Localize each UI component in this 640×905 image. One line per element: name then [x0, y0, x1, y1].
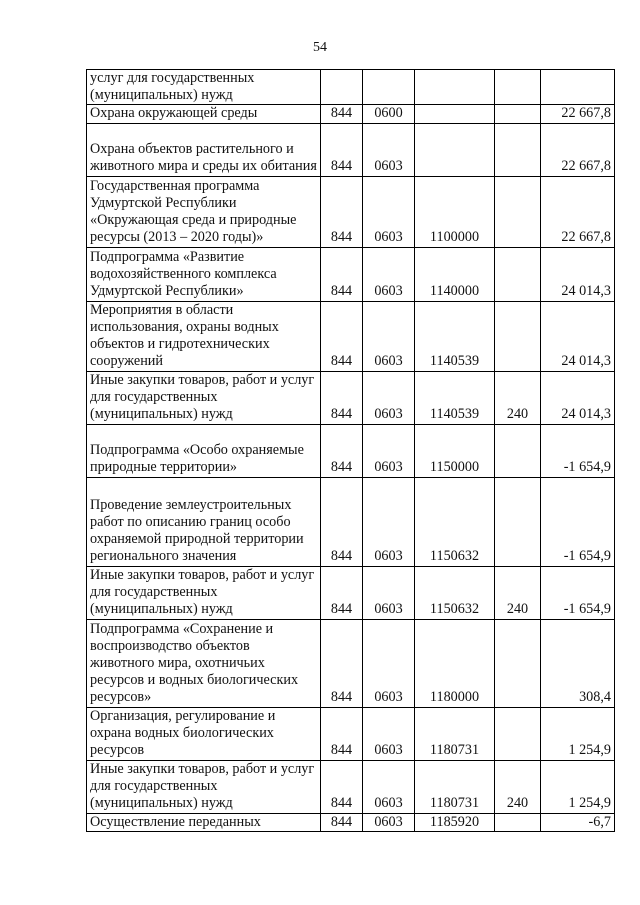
section-code: 0603	[363, 813, 415, 831]
table-row	[87, 477, 615, 566]
ministry-code: 844	[321, 371, 363, 424]
section-code: 0603	[363, 176, 415, 247]
table-row	[87, 371, 615, 424]
amount: 22 667,8	[541, 176, 615, 247]
amount: 1 254,9	[541, 707, 615, 760]
target-code: 1150632	[415, 566, 495, 619]
table-row	[87, 176, 615, 247]
ministry-code: 844	[321, 707, 363, 760]
amount: 1 254,9	[541, 760, 615, 813]
amount: 24 014,3	[541, 371, 615, 424]
expense-name: Подпрограмма «Развитие водохозяйственного комплекса Удмуртской Республики»	[87, 247, 321, 301]
section-code: 0600	[363, 105, 415, 123]
expense-name: Подпрограмма «Особо охраняемые природные территории»	[87, 424, 321, 477]
expense-name: услуг для государственных (муниципальных) нужд	[87, 70, 321, 105]
section-code: 0603	[363, 707, 415, 760]
section-code: 0603	[363, 123, 415, 176]
expense-name: Мероприятия в области использования, охраны водных объектов и гидротехнических сооружений	[87, 301, 321, 371]
target-code: 1185920	[415, 813, 495, 831]
ministry-code: 844	[321, 566, 363, 619]
ministry-code: 844	[321, 301, 363, 371]
expense-name: Охрана окружающей среды	[87, 105, 321, 123]
ministry-code: 844	[321, 813, 363, 831]
section-code: 0603	[363, 247, 415, 301]
amount	[541, 70, 615, 105]
table-row	[87, 123, 615, 176]
target-code: 1180731	[415, 760, 495, 813]
expense-name: Государственная программа Удмуртской Республики «Окружающая среда и природные ресурсы (2013 – 2020 годы)»	[87, 176, 321, 247]
expense-kind-code	[495, 424, 541, 477]
ministry-code: 844	[321, 247, 363, 301]
expense-kind-code: 240	[495, 566, 541, 619]
amount: -1 654,9	[541, 424, 615, 477]
ministry-code: 844	[321, 105, 363, 123]
table-row	[87, 813, 615, 831]
section-code: 0603	[363, 371, 415, 424]
target-code: 1100000	[415, 176, 495, 247]
table-row	[87, 760, 615, 813]
ministry-code	[321, 70, 363, 105]
expense-name: Организация, регулирование и охрана водных биологических ресурсов	[87, 707, 321, 760]
amount: 24 014,3	[541, 301, 615, 371]
amount: 308,4	[541, 619, 615, 707]
expense-kind-code	[495, 707, 541, 760]
ministry-code: 844	[321, 760, 363, 813]
page-number: 54	[313, 40, 327, 55]
table-row	[87, 424, 615, 477]
section-code: 0603	[363, 301, 415, 371]
expense-kind-code	[495, 247, 541, 301]
expense-kind-code	[495, 301, 541, 371]
target-code: 1180000	[415, 619, 495, 707]
expense-kind-code	[495, 123, 541, 176]
expense-name: Подпрограмма «Сохранение и воспроизводство объектов животного мира, охотничьих ресурсов и водных биологических ресурсов»	[87, 619, 321, 707]
ministry-code: 844	[321, 477, 363, 566]
budget-table	[86, 69, 615, 832]
expense-name: Иные закупки товаров, работ и услуг для государственных (муниципальных) нужд	[87, 760, 321, 813]
section-code: 0603	[363, 424, 415, 477]
amount: -1 654,9	[541, 566, 615, 619]
expense-kind-code	[495, 619, 541, 707]
target-code	[415, 123, 495, 176]
expense-kind-code: 240	[495, 371, 541, 424]
table-row	[87, 619, 615, 707]
amount: 24 014,3	[541, 247, 615, 301]
section-code: 0603	[363, 760, 415, 813]
expense-name: Осуществление переданных	[87, 813, 321, 831]
expense-kind-code	[495, 70, 541, 105]
table-row	[87, 247, 615, 301]
target-code: 1140000	[415, 247, 495, 301]
ministry-code: 844	[321, 176, 363, 247]
section-code: 0603	[363, 566, 415, 619]
table-row	[87, 301, 615, 371]
expense-name: Иные закупки товаров, работ и услуг для государственных (муниципальных) нужд	[87, 371, 321, 424]
target-code	[415, 105, 495, 123]
table-row	[87, 707, 615, 760]
expense-kind-code	[495, 105, 541, 123]
section-code: 0603	[363, 477, 415, 566]
target-code: 1140539	[415, 301, 495, 371]
amount: 22 667,8	[541, 123, 615, 176]
table-row	[87, 105, 615, 123]
expense-kind-code	[495, 813, 541, 831]
target-code: 1150000	[415, 424, 495, 477]
target-code	[415, 70, 495, 105]
expense-kind-code	[495, 477, 541, 566]
amount: 22 667,8	[541, 105, 615, 123]
ministry-code: 844	[321, 424, 363, 477]
amount: -6,7	[541, 813, 615, 831]
expense-kind-code	[495, 176, 541, 247]
target-code: 1150632	[415, 477, 495, 566]
target-code: 1180731	[415, 707, 495, 760]
expense-name: Иные закупки товаров, работ и услуг для государственных (муниципальных) нужд	[87, 566, 321, 619]
section-code	[363, 70, 415, 105]
target-code: 1140539	[415, 371, 495, 424]
table-row	[87, 566, 615, 619]
section-code: 0603	[363, 619, 415, 707]
expense-name: Охрана объектов растительного и животного мира и среды их обитания	[87, 123, 321, 176]
ministry-code: 844	[321, 619, 363, 707]
expense-name: Проведение землеустроительных работ по описанию границ особо охраняемой природной территории регионального значения	[87, 477, 321, 566]
table-row	[87, 70, 615, 105]
expense-kind-code: 240	[495, 760, 541, 813]
ministry-code: 844	[321, 123, 363, 176]
amount: -1 654,9	[541, 477, 615, 566]
